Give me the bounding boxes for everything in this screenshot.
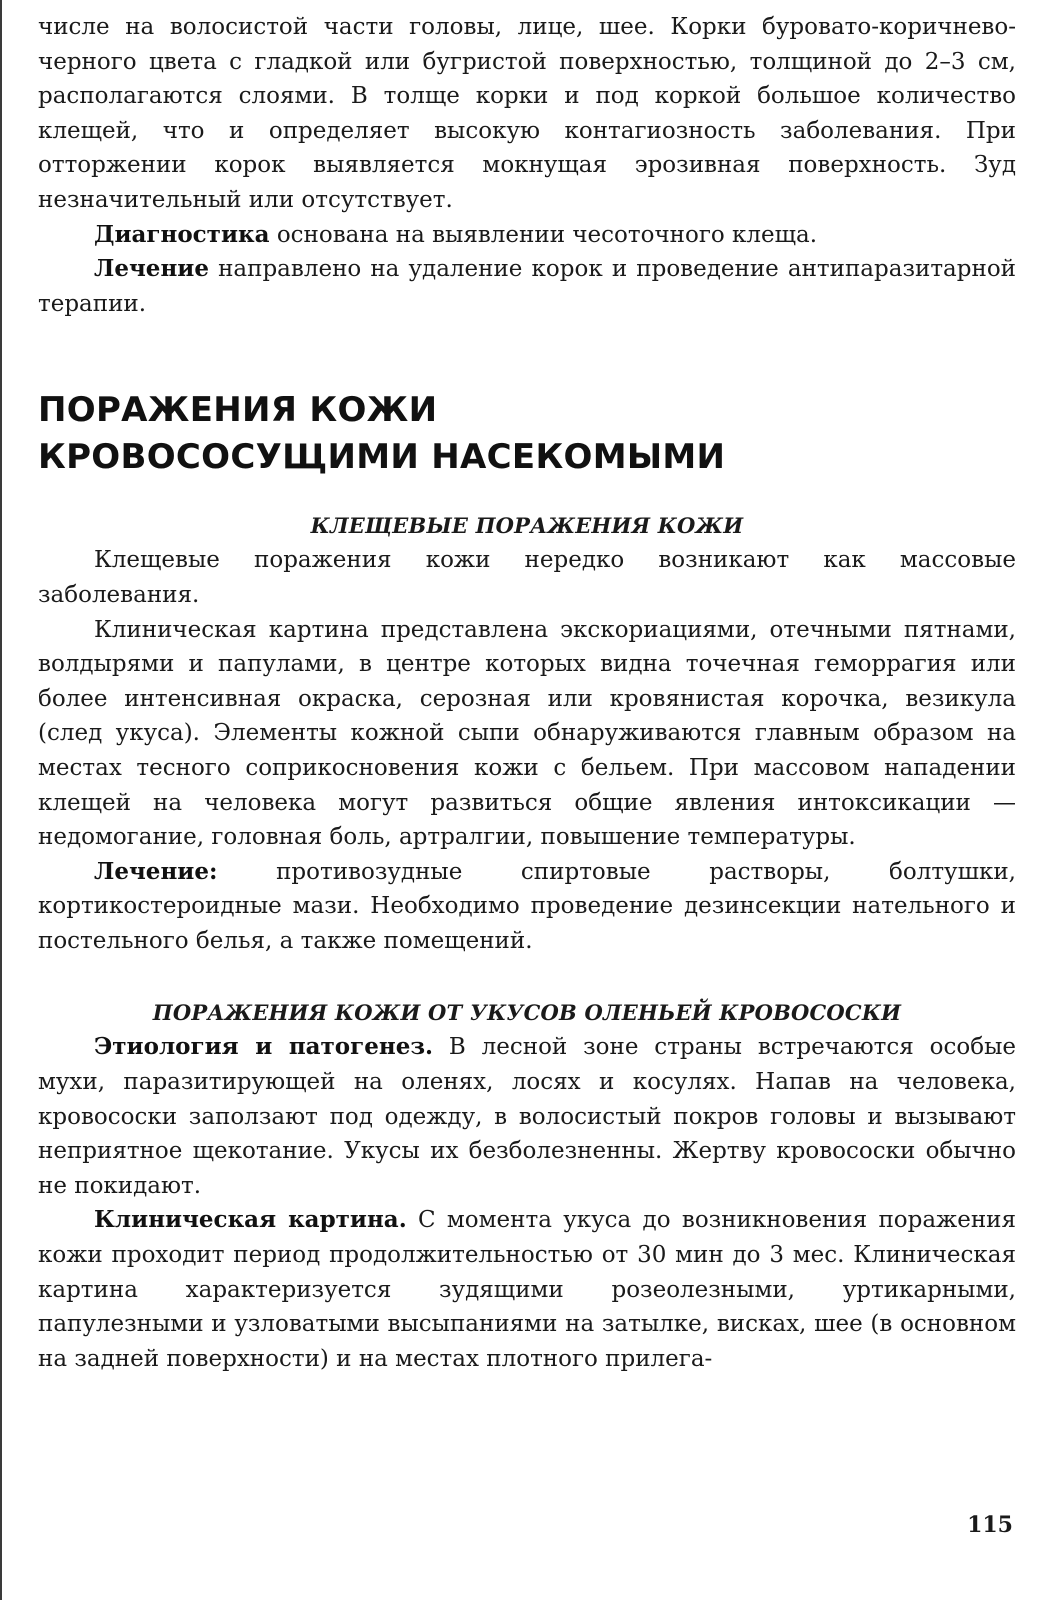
paragraph-diagnostics: [38, 218, 1016, 253]
chapter-heading-line-2: КРОВОСОСУЩИМИ НАСЕКОМЫМИ: [38, 437, 726, 478]
paragraph-text: В лесной зоне страны встречаются особые мухи, паразитирующей на оленях, лосях и косулях. Напав на человека, кровососки заползают под одежду, в волосистый покров головы и вызывают неприятное щекотание. Укусы их безболезненны. Жертву кровососки обычно не покидают.: [38, 1034, 1016, 1199]
paragraph-lead-bold: Лечение: [94, 255, 209, 283]
paragraph-lead-bold: Лечение:: [94, 857, 218, 885]
page-number: 115: [967, 1512, 1013, 1538]
paragraph-text: Клиническая картина представлена экскориациями, отечными пятнами, волдырями и папулами, в центре которых видна точечная геморрагия или более интенсивная окраска, серозная или кровянистая корочка, везикула (след укуса). Элементы кожной сыпи обнаруживаются главным образом на местах тесного соприкосновения кожи с бельем. При массовом нападении клещей на человека могут развиться общие явления интоксикации — недомогание, головная боль, артралгии, повышение температуры.: [38, 616, 1016, 851]
paragraph-treatment: [38, 252, 1016, 321]
paragraph-etiology: [38, 1030, 1016, 1203]
chapter-heading: [38, 387, 1016, 481]
chapter-heading-line-1: ПОРАЖЕНИЯ КОЖИ: [38, 390, 438, 431]
paragraph-text: направлено на удаление корок и проведение антипаразитарной терапии.: [38, 256, 1016, 317]
paragraph-lead-bold: Диагностика: [94, 220, 270, 248]
paragraph: [38, 613, 1016, 855]
paragraph-lead-bold: Клиническая картина.: [94, 1206, 407, 1234]
paragraph-text: основана на выявлении чесоточного клеща.: [269, 221, 818, 248]
paragraph: [38, 543, 1016, 612]
paragraph-text: числе на волосистой части головы, лице, шее. Корки буровато-коричнево-черного цвета с гладкой или бугристой поверхностью, толщиной до 2–3 см, располагаются слоями. В толще корки и под коркой большое количество клещей, что и определяет высокую контагиозность заболевания. При отторжении корок выявляется мокнущая эрозивная поверхность. Зуд незначительный или отсутствует.: [38, 14, 1016, 213]
section-heading-deer-ked: ПОРАЖЕНИЯ КОЖИ ОТ УКУСОВ ОЛЕНЬЕЙ КРОВОСОСКИ: [152, 1000, 902, 1026]
paragraph-treatment: [38, 855, 1016, 959]
page-content: [38, 10, 1016, 1376]
paragraph-lead-bold: Этиология и патогенез.: [94, 1033, 434, 1061]
paragraph-text: Клещевые поражения кожи нередко возникают как массовые заболевания.: [38, 547, 1016, 608]
paragraph-text: С момента укуса до возникновения поражения кожи проходит период продолжительностью от 30 мин до 3 мес. Клиническая картина характеризуется зудящими розеолезными, уртикарными, папулезными и узловатыми высыпаниями на затылке, висках, шее (в основном на задней поверхности) и на местах плотного прилега-: [38, 1207, 1016, 1372]
paragraph-continuation: [38, 10, 1016, 218]
paragraph-clinical-picture: [38, 1203, 1016, 1376]
paragraph-text: противозудные спиртовые растворы, болтушки, кортикостероидные мази. Необходимо проведение дезинсекции нательного и постельного белья, а также помещений.: [38, 858, 1016, 954]
section-heading-tick-lesions: КЛЕЩЕВЫЕ ПОРАЖЕНИЯ КОЖИ: [310, 513, 744, 539]
